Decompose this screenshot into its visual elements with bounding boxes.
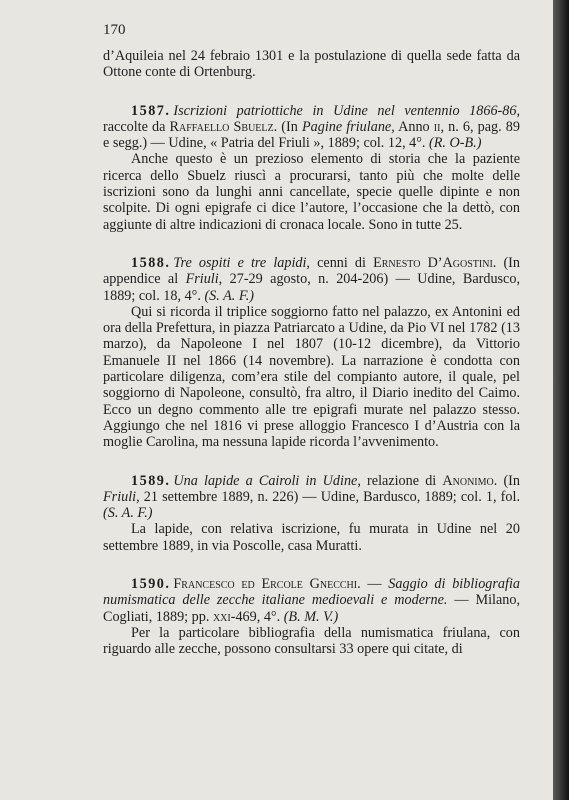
entry-location: (B. M. V.) xyxy=(283,608,339,625)
citation-text: -469, 4°. xyxy=(230,608,284,625)
citation-text: . (In xyxy=(273,118,302,135)
entry-author: Anonimo xyxy=(442,472,494,489)
citation-text: relazione di xyxy=(360,472,443,489)
entry-citation xyxy=(103,576,520,625)
entry-journal: Friuli, xyxy=(103,488,140,505)
entry-number: 1589. xyxy=(131,472,171,489)
entry-title: Tre ospiti e tre lapidi, xyxy=(173,254,310,271)
page-edge-shadow xyxy=(553,0,569,800)
citation-text: — Milano, Cogliati, 1889; pp. xyxy=(103,592,520,625)
entry-journal: Pagine friulane, xyxy=(301,118,395,135)
bibliography-entry-1587 xyxy=(103,103,520,233)
entry-citation xyxy=(103,255,520,304)
entry-description: Qui si ricorda il triplice soggiorno fatto nel palazzo, ex Antonini ed ora della Prefettura, in piazza Patriarcato a Udine, da Pio VI nel 1782 (13 marzo), da Napoleone I nel 1807 (10-12 dicembre), da Vittorio Emanuele II nel 1866 (14 novembre). La narrazione è condotta con particolare diligenza, com’era stile del compianto autore, il quale, pel soggiorno di Napoleone, consultò, fra altro, il Diario inedito del Caimo. Ecco un degno commento alle tre epigrafi murate nel palazzo stesso. Aggiungo che nel 1816 vi prese alloggio Francesco I d’Austria con la moglie Carolina, ma nessuna lapide ricorda l’avvenimento. xyxy=(103,303,520,451)
citation-text: . (In appendice al xyxy=(103,254,520,288)
citation-text: Anno xyxy=(394,118,434,135)
entry-number: 1590. xyxy=(131,576,171,593)
entry-citation xyxy=(103,103,520,152)
page-content xyxy=(103,48,520,658)
citation-text: 21 settembre 1889, n. 226) — Udine, Bardusco, 1889; col. 1, fol. xyxy=(139,488,520,505)
citation-text: raccolte da xyxy=(103,118,170,135)
entry-volume: ii xyxy=(433,118,441,135)
entry-title: Iscrizioni patriottiche in Udine nel ventennio 1866-86, xyxy=(173,102,520,119)
page-number: 170 xyxy=(103,22,126,38)
entry-location: (S. A. F.) xyxy=(103,505,153,522)
entry-location: (R. O-B.) xyxy=(429,135,482,152)
entry-author: Raffaello Sbuelz xyxy=(169,118,274,135)
entry-location: (S. A. F.) xyxy=(204,287,254,304)
citation-text: cenni di xyxy=(309,254,374,271)
citation-text: . — xyxy=(357,576,389,593)
bibliography-entry-1588 xyxy=(103,255,520,451)
entry-description: Anche questo è un prezioso elemento di storia che la paziente ricerca dello Sbuelz riuscì a procurarsi, tanto più che molte delle iscrizioni sono da lunghi anni cancellate, specie quelle dipinte e non scolpite. Di ogni epigrafe ci dice l’autore, l’occasione che la dettò, con aggiunte di altre indicazioni di cronaca locale. Sono in tutte 25. xyxy=(103,151,520,233)
entry-author: Francesco ed Ercole Gnecchi xyxy=(173,576,358,593)
entry-title: Una lapide a Cairoli in Udine, xyxy=(173,472,361,489)
entry-description: Per la particolare bibliografia della numismatica friulana, con riguardo alle zecche, possono consultarsi 33 opere qui citate, di xyxy=(103,624,520,658)
continuation-paragraph: d’Aquileia nel 24 febraio 1301 e la postulazione di quella sede fatta da Ottone conte di Ortenburg. xyxy=(103,48,520,81)
entry-number: 1587. xyxy=(131,102,171,119)
citation-text: . (In xyxy=(493,472,520,489)
bibliography-entry-1589 xyxy=(103,473,520,554)
entry-citation xyxy=(103,473,520,522)
entry-pages: xxi xyxy=(212,608,231,625)
entry-number: 1588. xyxy=(131,254,171,271)
entry-author: Ernesto D’Agostini xyxy=(373,254,493,271)
entry-journal: Friuli, xyxy=(185,271,223,288)
bibliography-entry-1590 xyxy=(103,576,520,657)
entry-description: La lapide, con relativa iscrizione, fu murata in Udine nel 20 settembre 1889, in via Poscolle, casa Muratti. xyxy=(103,521,520,554)
citation-text: 27-29 agosto, n. 204-206) — Udine, Bardusco, 1889; col. 18, 4°. xyxy=(103,271,520,304)
entry-title: Saggio di bibliografia numismatica delle zecche italiane medioevali e moderne. xyxy=(103,576,520,609)
citation-text: , n. 6, pag. 89 e segg.) — Udine, « Patria del Friuli », 1889; col. 12, 4°. xyxy=(103,118,520,152)
